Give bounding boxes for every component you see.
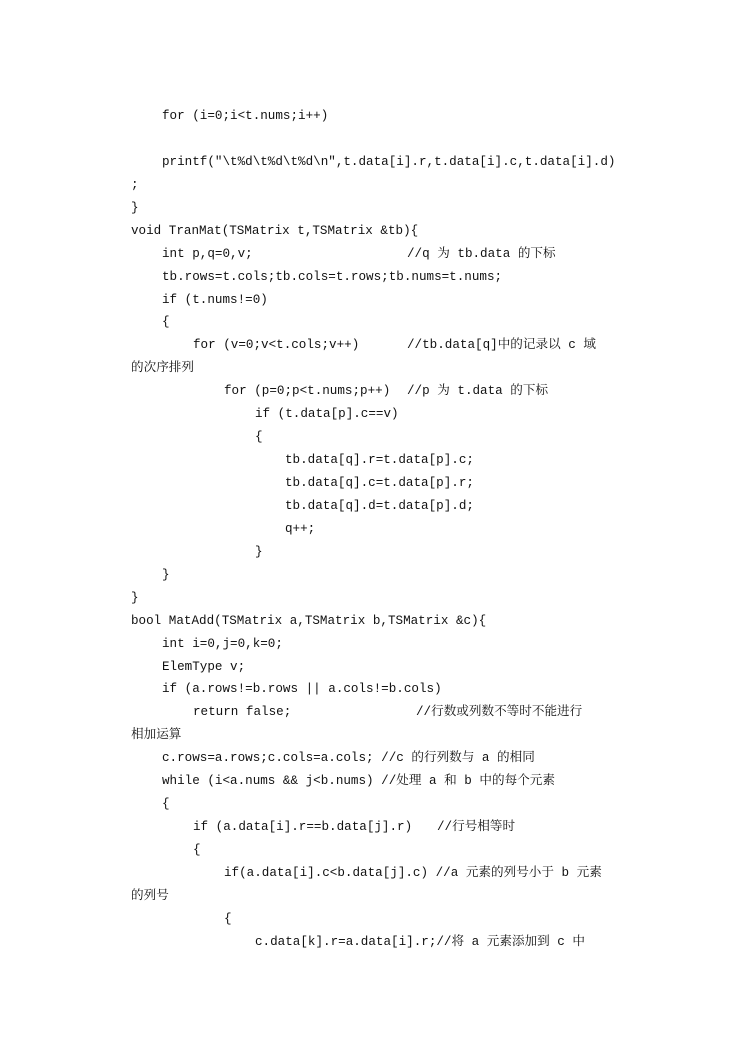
code-line (0, 266, 749, 289)
code-text: c.data[k].r=a.data[i].r;//将 a 元素添加到 c 中 (255, 934, 585, 949)
code-line (0, 151, 749, 174)
code-line (0, 816, 749, 839)
code-text: ; (131, 177, 139, 192)
code-line (0, 334, 749, 357)
code-text: while (i<a.nums && j<b.nums) //处理 a 和 b 中的每个元素 (162, 774, 555, 789)
code-text: q++; (285, 521, 316, 536)
code-comment-continuation: 的列号 (131, 888, 169, 903)
code-comment-continuation: 相加运算 (131, 728, 182, 743)
code-line (0, 885, 749, 908)
code-line (0, 931, 749, 954)
code-line (0, 426, 749, 449)
code-text: tb.data[q].d=t.data[p].d; (285, 498, 474, 513)
code-line (0, 174, 749, 197)
code-line (0, 541, 749, 564)
code-line (0, 380, 749, 403)
code-text: if (a.data[i].r==b.data[j].r) (193, 820, 413, 835)
code-line (0, 357, 749, 380)
code-text: if(a.data[i].c<b.data[j].c) //a 元素的列号小于 b 元素 (224, 865, 602, 880)
code-line (0, 564, 749, 587)
code-listing (0, 105, 749, 954)
code-text: tb.data[q].r=t.data[p].c; (285, 453, 474, 468)
code-line (0, 839, 749, 862)
code-comment-continuation: 的次序排列 (131, 361, 194, 376)
code-text: void TranMat(TSMatrix t,TSMatrix &tb){ (131, 223, 419, 238)
code-line (0, 311, 749, 334)
code-text: for (i=0;i<t.nums;i++) (162, 109, 329, 123)
code-text: } (131, 200, 139, 215)
code-line (0, 587, 749, 610)
code-text: } (131, 590, 139, 605)
code-line (0, 701, 749, 724)
code-text: if (t.nums!=0) (162, 292, 268, 307)
code-text: { (162, 315, 170, 330)
code-line (0, 243, 749, 266)
code-line (0, 472, 749, 495)
code-text: bool MatAdd(TSMatrix a,TSMatrix b,TSMatrix &c){ (131, 613, 487, 628)
code-line (0, 197, 749, 220)
code-text: printf("\t%d\t%d\t%d\n",t.data[i].r,t.data[i].c,t.data[i].d) (162, 154, 616, 169)
code-line (0, 289, 749, 312)
code-line (0, 862, 749, 885)
code-text: } (162, 567, 170, 582)
code-text: { (162, 797, 170, 812)
code-text: int p,q=0,v; (162, 246, 253, 261)
code-text: for (p=0;p<t.nums;p++) (224, 384, 391, 399)
code-line (0, 747, 749, 770)
code-text: if (t.data[p].c==v) (255, 407, 399, 422)
code-text: int i=0,j=0,k=0; (162, 636, 283, 651)
code-text: { (255, 430, 263, 445)
code-comment: //行号相等时 (437, 820, 516, 835)
code-text: for (v=0;v<t.cols;v++) (193, 338, 360, 353)
code-line (0, 724, 749, 747)
code-comment: //q 为 tb.data 的下标 (407, 246, 556, 261)
code-line (0, 908, 749, 931)
code-comment: //tb.data[q]中的记录以 c 域 (407, 338, 596, 353)
code-line (0, 770, 749, 793)
code-text: } (255, 544, 263, 559)
code-line (0, 220, 749, 243)
code-text: ElemType v; (162, 659, 246, 674)
code-line (0, 495, 749, 518)
code-text: { (193, 843, 201, 857)
code-line (0, 105, 749, 128)
code-comment: //p 为 t.data 的下标 (407, 384, 549, 399)
code-text: if (a.rows!=b.rows || a.cols!=b.cols) (162, 682, 442, 697)
code-text: { (224, 911, 232, 926)
code-comment: //行数或列数不等时不能进行 (416, 705, 583, 720)
code-line (0, 610, 749, 633)
blank-line (0, 128, 749, 151)
code-line (0, 656, 749, 679)
code-text: tb.rows=t.cols;tb.cols=t.rows;tb.nums=t.nums; (162, 269, 503, 284)
code-text: tb.data[q].c=t.data[p].r; (285, 476, 474, 490)
code-line (0, 449, 749, 472)
code-line (0, 518, 749, 541)
code-line (0, 793, 749, 816)
code-line (0, 403, 749, 426)
code-text: c.rows=a.rows;c.cols=a.cols; //c 的行列数与 a 的相同 (162, 751, 535, 766)
code-line (0, 678, 749, 701)
code-line (0, 633, 749, 656)
code-text: return false; (193, 705, 292, 720)
